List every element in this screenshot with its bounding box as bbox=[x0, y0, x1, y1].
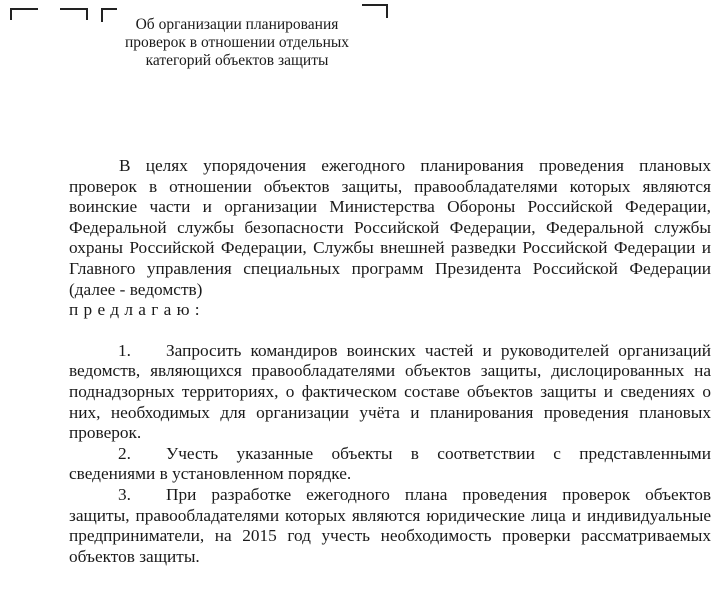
propose-word: предлагаю: bbox=[69, 300, 205, 320]
title-line: Об организации планирования bbox=[135, 16, 339, 33]
document-body bbox=[69, 156, 711, 567]
paragraph-gap bbox=[69, 321, 711, 341]
intro-paragraph: В целях упорядочения ежегодного планирования проведения плановых проверок в отношении объектов защиты, правообладателями которых являются воинские части и организации Министерства Обороны Российской Федерации, Федеральной службы безопасности Российской Федерации, Федеральной службы охраны Российской Федерации, Службы внешней разведки Российской Федерации и Главного управления специальных программ Президента Российской Федерации (далее - ведомств) bbox=[69, 156, 711, 299]
document-title bbox=[104, 16, 370, 70]
item-text: Учесть указанные объекты в соответствии с представленными сведениями в установленном порядке. bbox=[69, 443, 711, 484]
item-number: 2. bbox=[118, 443, 131, 463]
item-number: 3. bbox=[118, 484, 131, 504]
item-text: Запросить командиров воинских частей и руководителей организаций ведомств, являющихся правообладателями объектов защиты, дислоцированных на поднадзорных территориях, о фактическом составе объектов защиты и сведениях о них, необходимых для организации учёта и планирования проведения плановых проверок. bbox=[69, 340, 711, 443]
list-item bbox=[69, 485, 711, 567]
corner-bracket bbox=[60, 8, 88, 20]
item-number: 1. bbox=[118, 340, 131, 360]
item-text: При разработке ежегодного плана проведения проверок объектов защиты, правообладателями которых являются юридические лица и индивидуальные предприниматели, на 2015 год учесть необходимость проверки рассматриваемых объектов защиты. bbox=[69, 484, 711, 566]
list-item bbox=[69, 341, 711, 444]
title-line: категорий объектов защиты bbox=[145, 52, 329, 69]
title-line: проверок в отношении отдельных bbox=[124, 34, 350, 51]
corner-bracket bbox=[10, 8, 38, 20]
list-item bbox=[69, 444, 711, 485]
